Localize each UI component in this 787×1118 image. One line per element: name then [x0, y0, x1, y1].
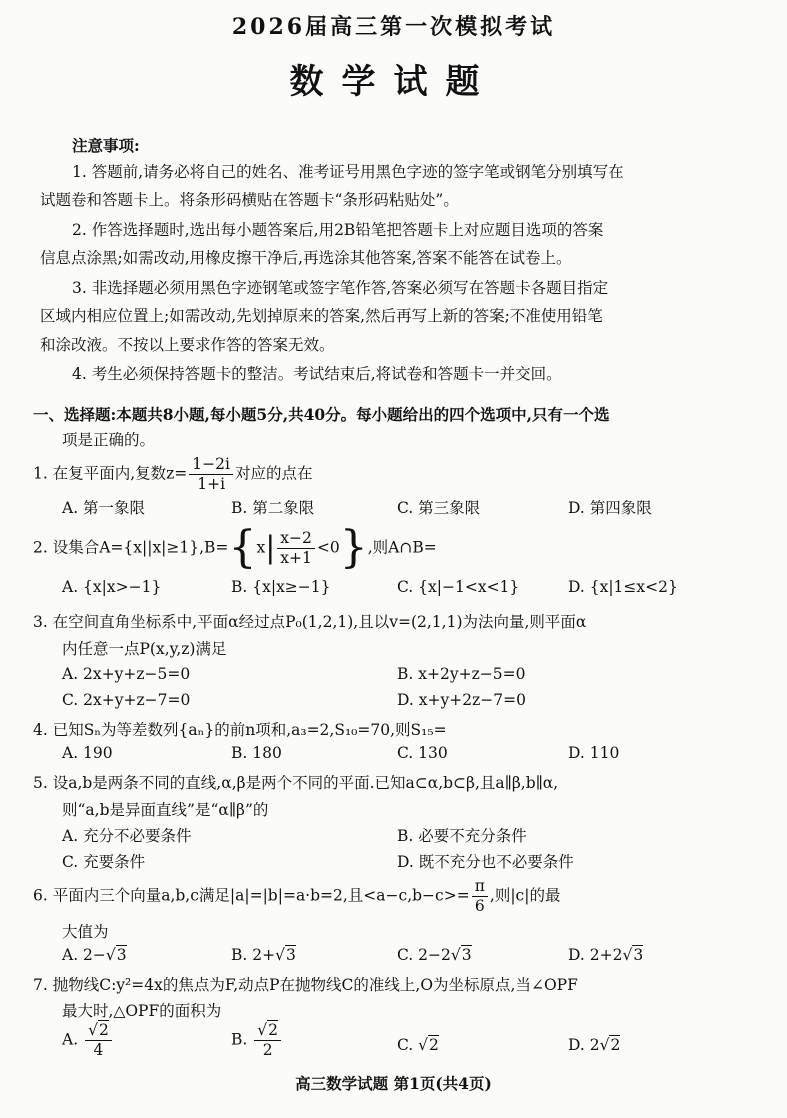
fraction: $\frac{\pi}{6}$: [472, 878, 488, 915]
q1-option-c: C. 第三象限: [397, 499, 481, 517]
q5-option-a: A. 充分不必要条件: [62, 827, 192, 845]
q6-option-c: C. 2−2√3: [397, 946, 472, 964]
question-7: 7. 抛物线C:y²=4x的焦点为F,动点P在抛物线C的准线上,O为坐标原点,当∠OPF: [33, 976, 578, 994]
notice-line: 信息点涂黑;如需改动,用橡皮擦干净后,再选涂其他答案,答案不能答在试卷上。: [40, 249, 572, 267]
q4-option-a: A. 190: [62, 744, 113, 762]
question-5: 5. 设a,b是两条不同的直线,α,β是两个不同的平面.已知a⊂α,b⊂β,且a∥β,b∥α,: [33, 774, 559, 792]
question-6: 6. 平面内三个向量a,b,c满足|a|=|b|=a·b=2,且<a−c,b−c>= $\frac{\pi}{6}$ ,则|c|的最: [33, 877, 561, 916]
q3-option-a: A. 2x+y+z−5=0: [62, 665, 191, 683]
q7-option-d: D. 2√2: [568, 1036, 621, 1054]
q4-option-c: C. 130: [397, 744, 448, 762]
q3-option-b: B. x+2y+z−5=0: [397, 665, 526, 683]
q6-option-d: D. 2+2√3: [568, 946, 644, 964]
q7-option-b: B. $\frac{√2}{2}$: [231, 1022, 283, 1059]
q6-option-b: B. 2+√3: [231, 946, 296, 964]
q1-option-d: D. 第四象限: [568, 499, 652, 517]
question-3: 3. 在空间直角坐标系中,平面α经过点P₀(1,2,1),且以v=(2,1,1)为法向量,则平面α: [33, 613, 587, 631]
q3-option-c: C. 2x+y+z−7=0: [62, 691, 191, 709]
notice-line: 1. 答题前,请务必将自己的姓名、准考证号用黑色字迹的签字笔或钢笔分别填写在: [72, 163, 624, 181]
question-2: 2. 设集合A={x||x|≥1},B={x| $\frac{x-2}{x+1}$ <0},则A∩B=: [33, 522, 437, 574]
notice-line: 试题卷和答题卡上。将条形码横贴在答题卡“条形码粘贴处”。: [40, 191, 459, 209]
q2-option-a: A. {x|x>−1}: [62, 578, 162, 596]
q1-option-b: B. 第二象限: [231, 499, 315, 517]
q6-option-a: A. 2−√3: [62, 946, 127, 964]
question-7-cont: 最大时,△OPF的面积为: [62, 1002, 222, 1020]
exam-title: 2026届高三第一次模拟考试: [231, 14, 556, 40]
question-6-cont: 大值为: [62, 923, 109, 941]
notice-line: 2. 作答选择题时,选出每小题答案后,用2B铅笔把答题卡上对应题目选项的答案: [72, 221, 604, 239]
q2-option-d: D. {x|1≤x<2}: [568, 578, 678, 596]
q3-option-d: D. x+y+2z−7=0: [397, 691, 526, 709]
q7-option-a: A. $\frac{√2}{4}$: [62, 1022, 114, 1059]
notice-line: 和涂改液。不按以上要求作答的答案无效。: [40, 336, 335, 354]
fraction: $\frac{x-2}{x+1}$: [277, 530, 315, 567]
section-heading: 一、选择题:本题共8小题,每小题5分,共40分。每小题给出的四个选项中,只有一个选: [33, 405, 610, 424]
q4-option-d: D. 110: [568, 744, 620, 762]
q7-option-c: C. √2: [397, 1036, 439, 1054]
q5-option-c: C. 充要条件: [62, 853, 146, 871]
q2-option-c: C. {x|−1<x<1}: [397, 578, 520, 596]
q5-option-b: B. 必要不充分条件: [397, 827, 527, 845]
page-footer: 高三数学试题 第1页(共4页): [295, 1074, 492, 1093]
notice-line: 4. 考生必须保持答题卡的整洁。考试结束后,将试卷和答题卡一并交回。: [72, 365, 562, 383]
q1-option-a: A. 第一象限: [62, 499, 146, 517]
q4-option-b: B. 180: [231, 744, 282, 762]
q2-option-b: B. {x|x≥−1}: [231, 578, 331, 596]
question-4: 4. 已知Sₙ为等差数列{aₙ}的前n项和,a₃=2,S₁₀=70,则S₁₅=: [33, 721, 447, 739]
subject-title: 数学试题: [289, 62, 498, 102]
notice-line: 区域内相应位置上;如需改动,先划掉原来的答案,然后再写上新的答案;不准使用铅笔: [40, 307, 603, 325]
section-heading-cont: 项是正确的。: [62, 431, 156, 449]
q5-option-d: D. 既不充分也不必要条件: [397, 853, 574, 871]
fraction: $\frac{1-2i}{1+i}$: [189, 456, 233, 493]
question-3-cont: 内任意一点P(x,y,z)满足: [62, 640, 227, 658]
notice-line: 3. 非选择题必须用黑色字迹钢笔或签字笔作答,答案必须写在答题卡各题目指定: [72, 279, 609, 297]
question-5-cont: 则“a,b是异面直线”是“α∥β”的: [62, 801, 269, 819]
question-1: 1. 在复平面内,复数z= $\frac{1-2i}{1+i}$ 对应的点在: [33, 455, 313, 494]
notice-heading: 注意事项:: [72, 136, 140, 155]
